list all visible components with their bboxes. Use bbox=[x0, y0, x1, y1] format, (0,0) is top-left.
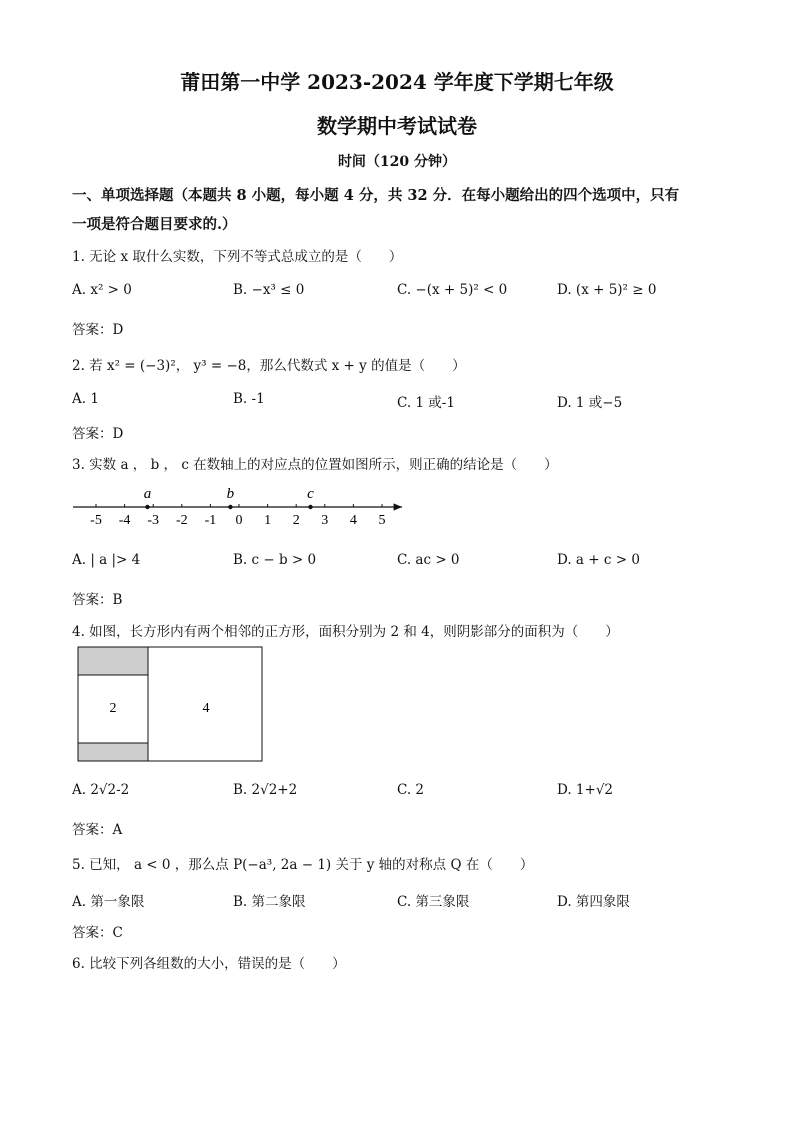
question-6-stem: 6. 比较下列各组数的大小，错误的是（ ） bbox=[72, 956, 346, 972]
number-line-point-c bbox=[308, 505, 312, 509]
question-3-stem: 3. 实数 a ， b ， c 在数轴上的对应点的位置如图所示，则正确的结论是（ ） bbox=[72, 457, 558, 473]
number-line-tick-label: -4 bbox=[118, 513, 131, 528]
shaded-region-top bbox=[78, 647, 148, 675]
number-line-point-b bbox=[228, 505, 232, 509]
number-line-tick-label: -2 bbox=[175, 513, 188, 528]
question-2-option-b: B. -1 bbox=[233, 391, 265, 407]
exam-subtitle: 数学期中考试试卷 bbox=[317, 114, 477, 138]
section-heading-line2: 一项是符合题目要求的.） bbox=[72, 216, 237, 233]
question-3-option-c: C. ac > 0 bbox=[397, 552, 460, 568]
large-square-label: 4 bbox=[202, 701, 210, 716]
question-5-option-d: D. 第四象限 bbox=[557, 894, 630, 910]
exam-title: 莆田第一中学 2023-2024 学年度下学期七年级 bbox=[180, 70, 614, 94]
question-3-option-b: B. c − b > 0 bbox=[233, 552, 317, 568]
question-5-answer: 答案：C bbox=[72, 925, 123, 941]
question-5-option-b: B. 第二象限 bbox=[233, 894, 306, 910]
section-heading-line1: 一、单项选择题（本题共 8 小题，每小题 4 分，共 32 分．在每小题给出的四个选项中，只有 bbox=[72, 187, 680, 204]
number-line-point-a bbox=[145, 505, 149, 509]
question-2-option-c: C. 1 或-1 bbox=[397, 395, 455, 411]
question-1-option-c: C. −(x + 5)² < 0 bbox=[397, 282, 508, 298]
number-line-figure bbox=[70, 480, 410, 532]
number-line-tick-label: 4 bbox=[349, 513, 357, 528]
number-line-tick-label: 0 bbox=[235, 513, 243, 528]
small-square-label: 2 bbox=[109, 701, 117, 716]
number-line-tick-label: 5 bbox=[378, 513, 386, 528]
number-line-tick-label: -1 bbox=[204, 513, 217, 528]
question-2-answer: 答案：D bbox=[72, 426, 124, 442]
number-line-tick-label: -3 bbox=[147, 513, 160, 528]
rectangle-squares-figure bbox=[76, 645, 266, 765]
question-2-stem: 2. 若 x² = (−3)²， y³ = −8，那么代数式 x + y 的值是（ ） bbox=[72, 358, 466, 374]
question-1-option-b: B. −x³ ≤ 0 bbox=[233, 282, 305, 298]
number-line-tick-label: -5 bbox=[90, 513, 102, 528]
question-4-option-b: B. 2√2+2 bbox=[233, 782, 298, 798]
question-1-option-d: D. (x + 5)² ≥ 0 bbox=[557, 282, 657, 298]
question-3-option-a: A. | a |> 4 bbox=[72, 552, 141, 568]
question-1-option-a: A. x² > 0 bbox=[72, 282, 132, 298]
question-4-option-d: D. 1+√2 bbox=[557, 782, 614, 798]
question-2-option-d: D. 1 或−5 bbox=[557, 395, 623, 411]
number-line-tick-label: 3 bbox=[321, 513, 329, 528]
exam-time: 时间（120 分钟） bbox=[337, 154, 457, 170]
number-line-tick-label: 2 bbox=[292, 513, 300, 528]
number-line-point-label: a bbox=[143, 486, 152, 502]
question-5-option-a: A. 第一象限 bbox=[72, 894, 145, 910]
question-2-option-a: A. 1 bbox=[72, 391, 99, 407]
shaded-region-bottom bbox=[78, 743, 148, 761]
question-1-answer: 答案：D bbox=[72, 322, 124, 338]
question-5-stem: 5. 已知， a < 0 ，那么点 P(−a³, 2a − 1) 关于 y 轴的对称点 Q 在（ ） bbox=[72, 857, 534, 873]
question-5-option-c: C. 第三象限 bbox=[397, 894, 470, 910]
question-4-answer: 答案：A bbox=[72, 822, 123, 838]
number-line-tick-label: 1 bbox=[264, 513, 272, 528]
question-4-option-c: C. 2 bbox=[397, 782, 425, 798]
number-line-point-label: b bbox=[226, 486, 235, 502]
question-3-answer: 答案：B bbox=[72, 592, 123, 608]
question-3-option-d: D. a + c > 0 bbox=[557, 552, 640, 568]
question-1-stem: 1. 无论 x 取什么实数，下列不等式总成立的是（ ） bbox=[72, 249, 403, 265]
question-4-stem: 4. 如图，长方形内有两个相邻的正方形，面积分别为 2 和 4，则阴影部分的面积为（ ） bbox=[72, 624, 619, 640]
question-4-option-a: A. 2√2-2 bbox=[72, 782, 130, 798]
number-line-point-label: c bbox=[307, 486, 314, 502]
